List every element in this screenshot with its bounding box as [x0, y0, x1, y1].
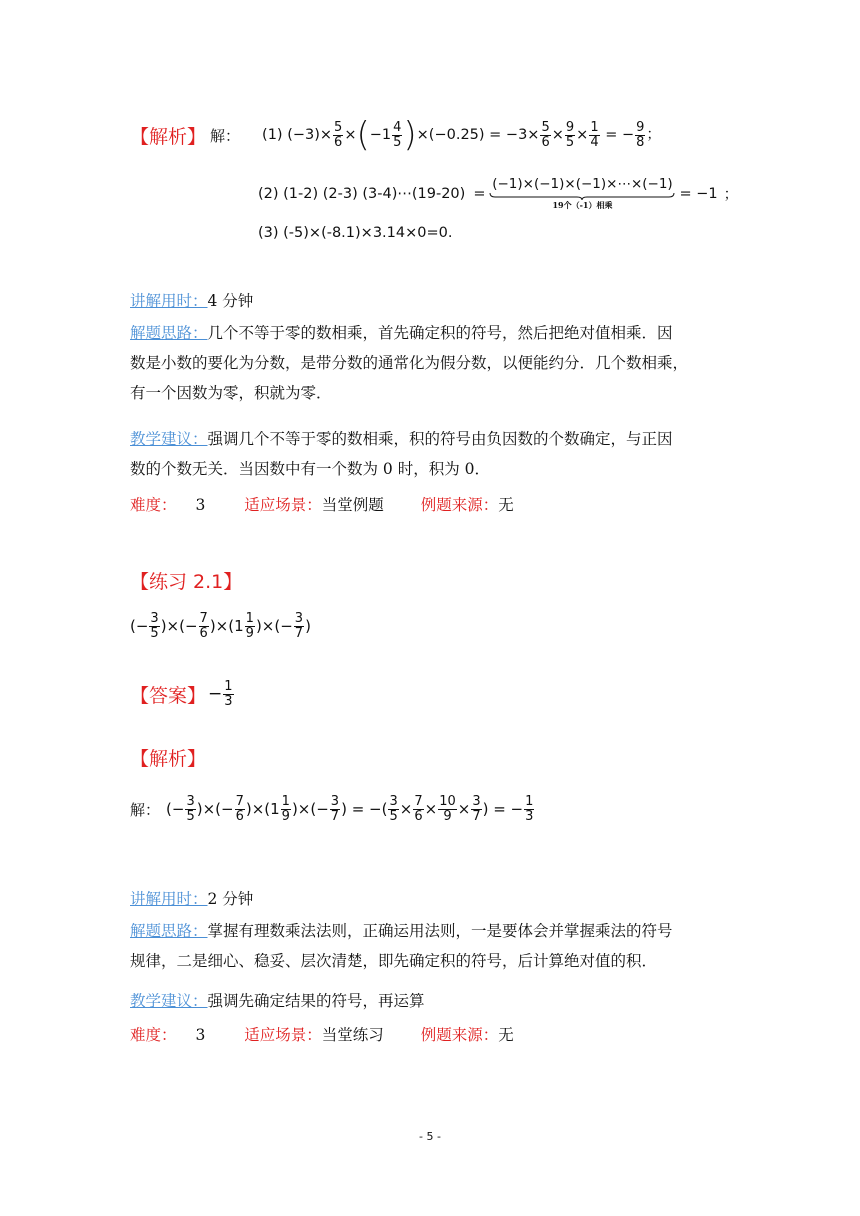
difficulty-value: 3 — [195, 496, 206, 514]
practice-difficulty-label: 难度： — [130, 1026, 177, 1044]
answer-row: 【答案】 − $\frac{1}{3}$ — [130, 679, 233, 709]
time-value: 4 分钟 — [207, 292, 254, 310]
practice-expression: (− $\frac{3}{5}$ )×(− $\frac{7}{6}$ )×(1 $\frac{1}{9}$ )×(− $\frac{3}{7}$ ) — [130, 611, 311, 641]
example-solution-line2: (2) (1-2) (2-3) (3-4)⋯(19-20) = (−1)×(−1)×(−1)×⋯×(−1) 19个（-1）相乘 = −1 ； — [258, 176, 739, 210]
source-value: 无 — [498, 496, 514, 514]
practice-advice-row: 教学建议：强调先确定结果的符号，再运算 — [130, 992, 425, 1010]
advice-paragraph: 教学建议：强调几个不等于零的数相乘，积的符号由负因数的个数确定，与正因 数的个数无关．当因数中有一个数为 0 时，积为 0． — [130, 430, 673, 478]
source-label: 例题来源： — [420, 496, 499, 514]
underbrace-icon — [489, 192, 675, 200]
practice-meta-row — [130, 1020, 514, 1050]
time-label: 讲解用时： — [130, 292, 208, 310]
practice-time-value: 2 分钟 — [207, 890, 254, 908]
example-solution-line3: (3) (-5)×(-8.1)×3.14×0=0. — [258, 225, 453, 241]
example-solution-line1 — [130, 115, 661, 155]
practice-advice-label: 教学建议： — [130, 992, 208, 1010]
math-expression: (1) (−3)× $\frac{5}{6}$ ×(−1 $\frac{4}{5}$ )×(−0.25) = −3× $\frac{5}{6}$ × $\frac{9}{5}$ × $\frac{1}{4}$ = − $\frac{9}{8}$ ； — [262, 115, 661, 155]
practice-scene-label: 适应场景： — [244, 1026, 322, 1044]
practice-scene-value: 当堂练习 — [321, 1026, 384, 1044]
solve-prefix: 解： — [210, 126, 241, 145]
practice-time-label: 讲解用时： — [130, 890, 208, 908]
difficulty-label: 难度： — [130, 496, 177, 514]
analysis-header: 【解析】 — [130, 125, 207, 148]
page-number: - 5 - — [419, 1130, 441, 1143]
practice-source-value: 无 — [498, 1026, 514, 1044]
meta-row — [130, 490, 514, 520]
analysis-expression: 解： (− $\frac{3}{5}$ )×(− $\frac{7}{6}$ )×(1 $\frac{1}{9}$ )×(− $\frac{3}{7}$ ) = −( $\frac{3}{5}$ × $\frac{7}{6}$ × $\frac{10}{9}$ × $\frac{3}{7}$ ) = − $\frac{1}{3}$ — [130, 794, 534, 824]
practice-source-label: 例题来源： — [420, 1026, 499, 1044]
underbrace-product: (−1)×(−1)×(−1)×⋯×(−1) 19个（-1）相乘 — [489, 176, 675, 211]
idea-paragraph: 解题思路：几个不等于零的数相乘，首先确定积的符号，然后把绝对值相乘．因 数是小数的要化为分数，是带分数的通常化为假分数，以便能约分．几个数相乘， 有一个因数为零，积就为零． — [130, 324, 689, 402]
time-row — [130, 286, 253, 316]
scene-label: 适应场景： — [244, 496, 322, 514]
scene-value: 当堂例题 — [321, 496, 384, 514]
practice-difficulty-value: 3 — [195, 1026, 206, 1044]
practice-idea-label: 解题思路： — [130, 922, 208, 940]
practice-time-row — [130, 884, 253, 914]
advice-label: 教学建议： — [130, 430, 208, 448]
analysis-header-2: 【解析】 — [130, 748, 207, 770]
answer-header: 【答案】 — [130, 684, 207, 707]
practice-header: 【练习 2.1】 — [130, 571, 243, 593]
idea-label: 解题思路： — [130, 324, 208, 342]
practice-idea-paragraph: 解题思路：掌握有理数乘法法则，正确运用法则，一是要体会并掌握乘法的符号 规律，二是细心、稳妥、层次清楚，即先确定积的符号，后计算绝对值的积． — [130, 922, 673, 970]
